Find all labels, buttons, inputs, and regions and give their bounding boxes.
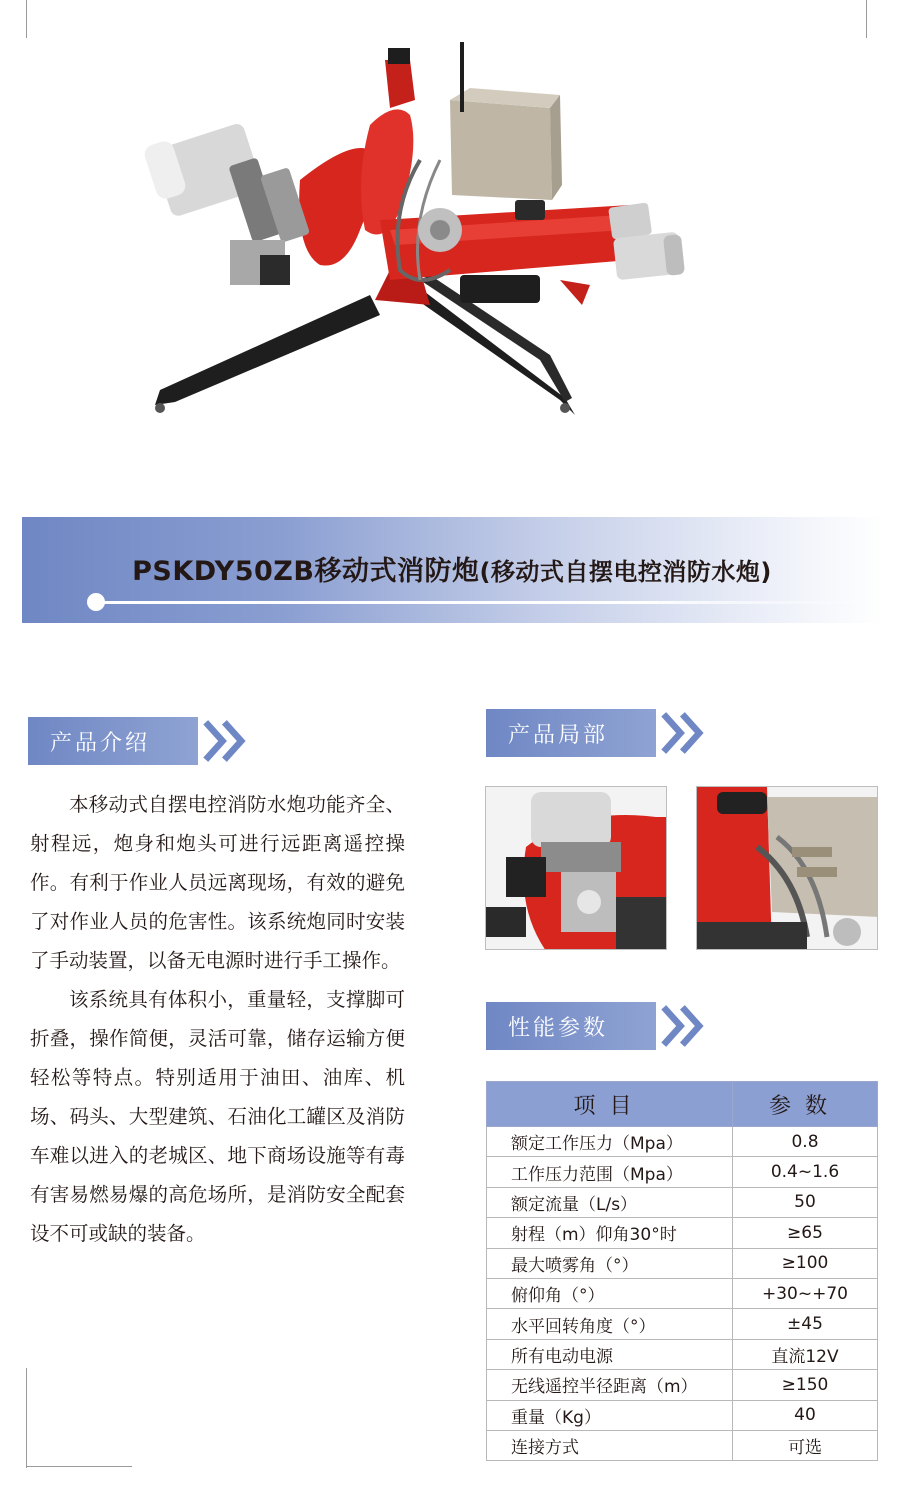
table-row bbox=[487, 1218, 878, 1248]
spec-value: ±45 bbox=[733, 1309, 878, 1339]
spec-value: +30~+70 bbox=[733, 1278, 878, 1308]
section-header-intro-label: 产品介绍 bbox=[28, 717, 198, 765]
table-row bbox=[487, 1278, 878, 1308]
spec-value: ≥150 bbox=[733, 1370, 878, 1400]
section-header-specs bbox=[486, 1002, 716, 1050]
spec-item: 最大喷雾角（°） bbox=[487, 1248, 733, 1278]
title-banner bbox=[22, 517, 882, 623]
spec-item: 所有电动电源 bbox=[487, 1339, 733, 1369]
table-row bbox=[487, 1370, 878, 1400]
spec-item: 工作压力范围（Mpa） bbox=[487, 1157, 733, 1187]
spec-value: 50 bbox=[733, 1187, 878, 1217]
double-chevron-right-icon bbox=[660, 1002, 716, 1050]
spec-table bbox=[486, 1081, 878, 1461]
intro-paragraph-1: 本移动式自摆电控消防水炮功能齐全、射程远，炮身和炮头可进行远距离遥控操作。有利于作业人员远离现场，有效的避免了对作业人员的危害性。该系统炮同时安装了手动装置，以备无电源时进行手工操作。 bbox=[30, 793, 405, 972]
spec-value: 直流12V bbox=[733, 1339, 878, 1369]
table-row bbox=[487, 1187, 878, 1217]
corner-mark-top-left-v bbox=[26, 0, 27, 38]
spec-header-item: 项目 bbox=[487, 1082, 733, 1127]
spec-value: ≥100 bbox=[733, 1248, 878, 1278]
title-main: PSKDY50ZB移动式消防炮 bbox=[132, 556, 480, 587]
section-header-details bbox=[486, 709, 716, 757]
table-row bbox=[487, 1400, 878, 1430]
spec-item: 额定流量（L/s） bbox=[487, 1187, 733, 1217]
double-chevron-right-icon bbox=[202, 717, 258, 765]
section-header-specs-label: 性能参数 bbox=[486, 1002, 656, 1050]
title-decor-dot bbox=[87, 593, 105, 611]
table-row bbox=[487, 1127, 878, 1157]
product-title bbox=[22, 549, 882, 588]
table-row bbox=[487, 1430, 878, 1460]
table-row bbox=[487, 1309, 878, 1339]
table-row bbox=[487, 1339, 878, 1369]
spec-value: 0.4~1.6 bbox=[733, 1157, 878, 1187]
spec-item: 射程（m）仰角30°时 bbox=[487, 1218, 733, 1248]
spec-item: 连接方式 bbox=[487, 1430, 733, 1460]
spec-header-value: 参数 bbox=[733, 1082, 878, 1127]
corner-mark-bottom-left-h bbox=[26, 1466, 132, 1467]
spec-item: 水平回转角度（°） bbox=[487, 1309, 733, 1339]
spec-item: 无线遥控半径距离（m） bbox=[487, 1370, 733, 1400]
table-row bbox=[487, 1248, 878, 1278]
table-row bbox=[487, 1157, 878, 1187]
detail-photo-control-box bbox=[696, 786, 878, 950]
corner-mark-bottom-left-v bbox=[26, 1368, 27, 1468]
section-header-intro bbox=[28, 717, 258, 765]
intro-paragraph-2: 该系统具有体积小，重量轻，支撑脚可折叠，操作简便，灵活可靠，储存运输方便轻松等特点。特别适用于油田、油库、机场、码头、大型建筑、石油化工罐区及消防车难以进入的老城区、地下商场设施等有毒有害易燃易爆的高危场所，是消防安全配套设不可或缺的装备。 bbox=[30, 988, 405, 1245]
section-header-details-label: 产品局部 bbox=[486, 709, 656, 757]
title-sub: (移动式自摆电控消防水炮) bbox=[479, 558, 772, 586]
spec-value: ≥65 bbox=[733, 1218, 878, 1248]
corner-mark-top-right-v bbox=[866, 0, 867, 38]
detail-photo-nozzle bbox=[485, 786, 667, 950]
spec-item: 俯仰角（°） bbox=[487, 1278, 733, 1308]
spec-value: 0.8 bbox=[733, 1127, 878, 1157]
spec-item: 重量（Kg） bbox=[487, 1400, 733, 1430]
title-decor-line bbox=[94, 601, 884, 604]
double-chevron-right-icon bbox=[660, 709, 716, 757]
spec-value: 可选 bbox=[733, 1430, 878, 1460]
spec-value: 40 bbox=[733, 1400, 878, 1430]
spec-item: 额定工作压力（Mpa） bbox=[487, 1127, 733, 1157]
product-hero-image bbox=[120, 30, 720, 460]
intro-text bbox=[30, 785, 405, 1253]
spec-table-header-row bbox=[487, 1082, 878, 1127]
